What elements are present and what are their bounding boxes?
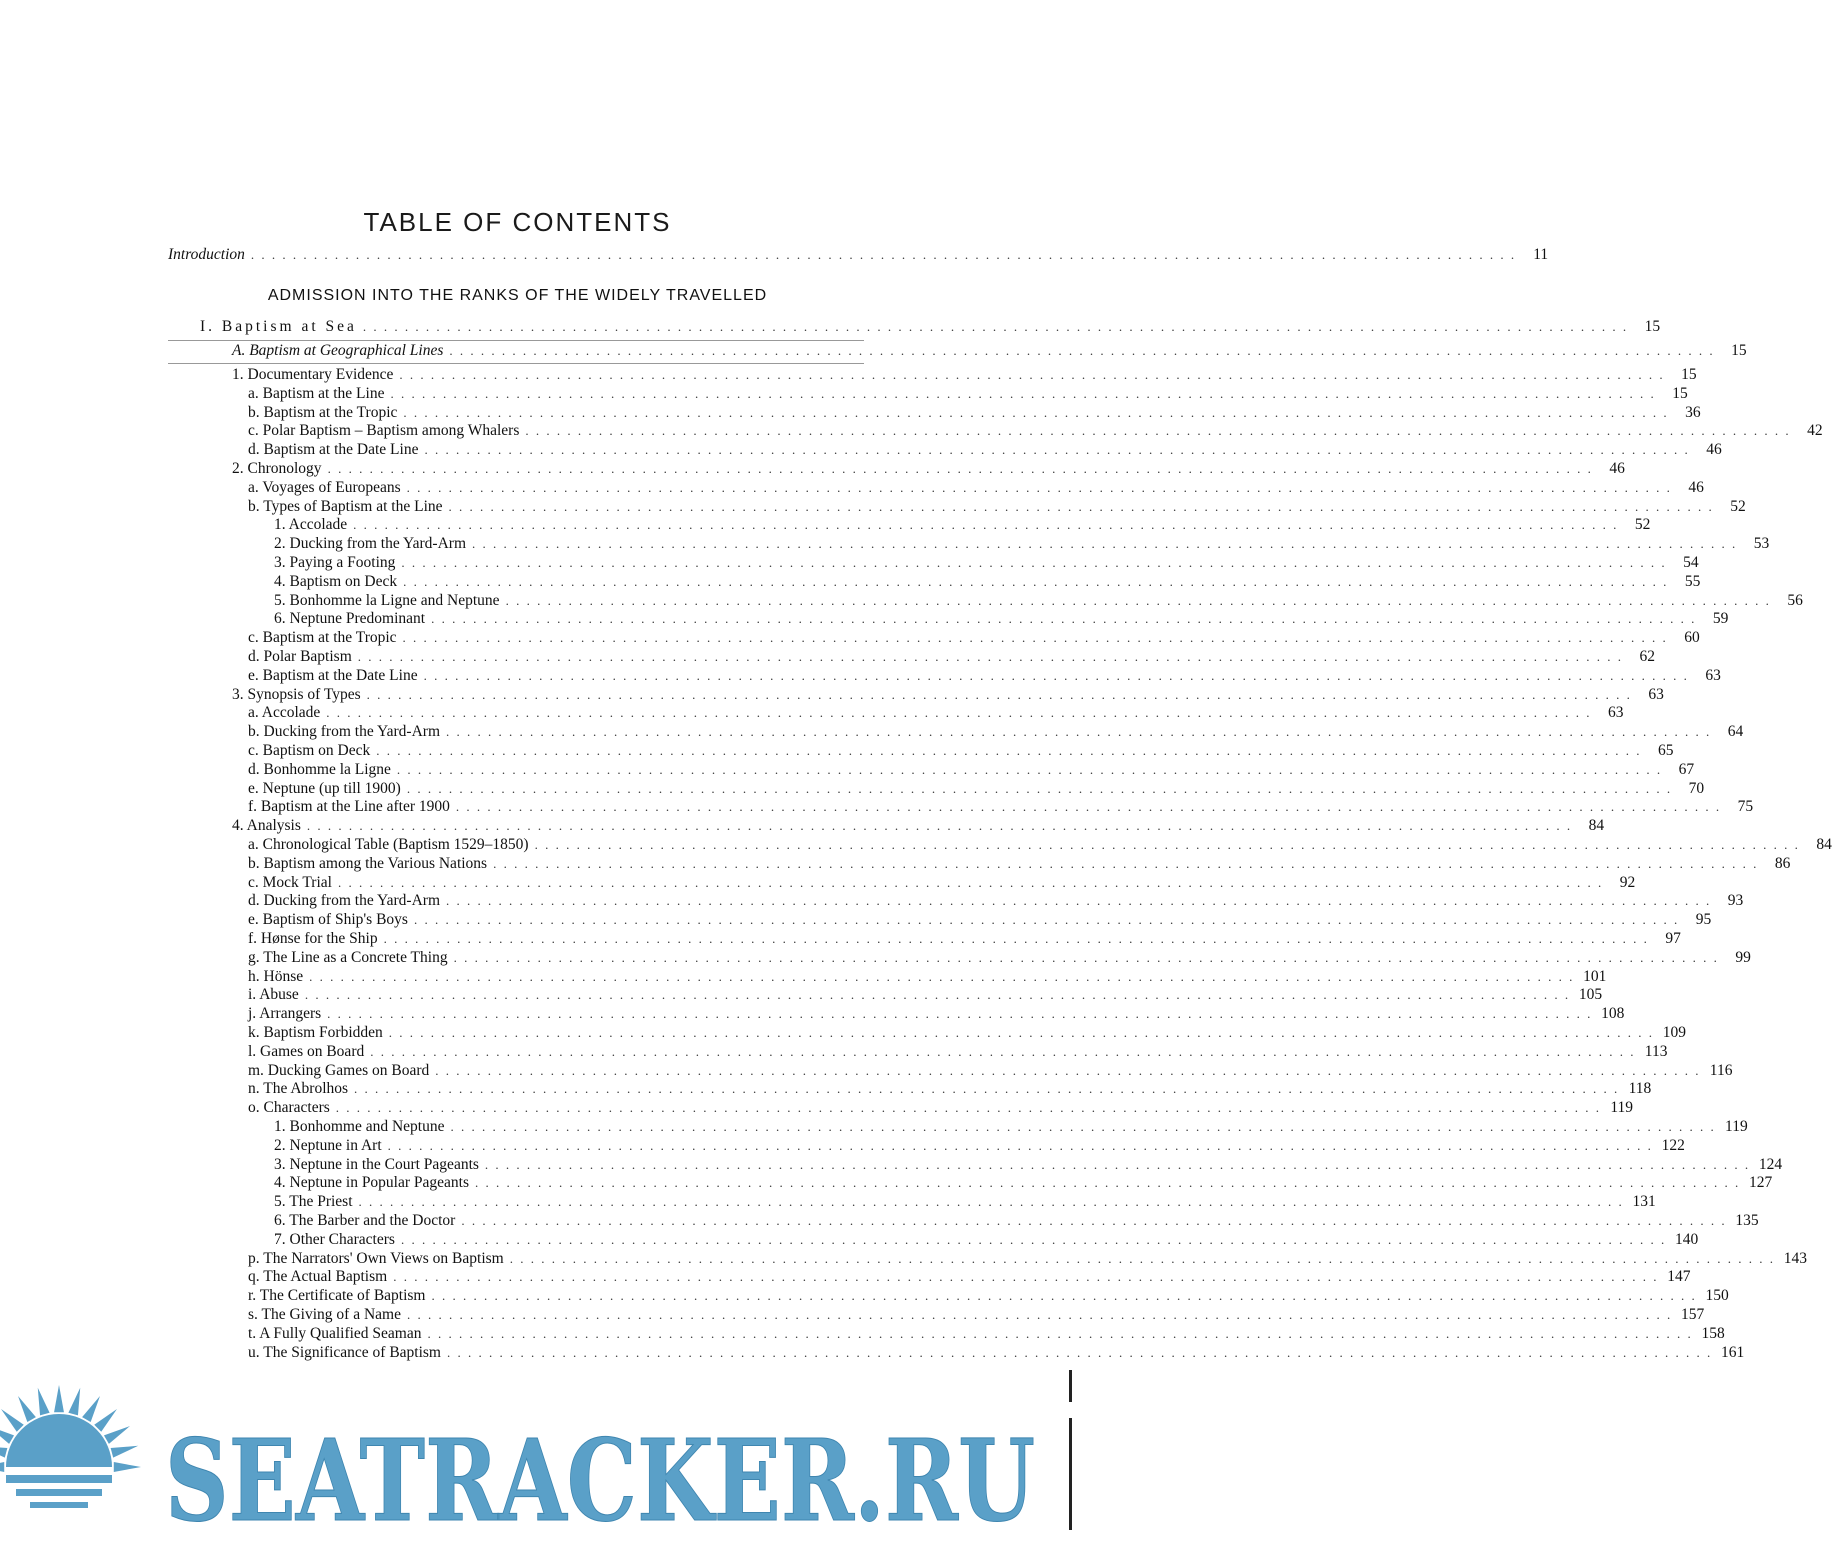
dot-leader xyxy=(472,534,1737,553)
toc-entry-page: 113 xyxy=(1644,1042,1668,1060)
toc-entry-label: 4. Analysis xyxy=(232,817,301,835)
toc-entry-page: 105 xyxy=(1578,986,1603,1004)
toc-entry-label: n. The Abrolhos xyxy=(248,1080,349,1098)
dot-leader xyxy=(449,497,1714,516)
toc-entry[interactable] xyxy=(248,628,1700,647)
toc-entry-label: b. Ducking from the Yard-Arm xyxy=(248,723,441,741)
toc-entry-label: l. Games on Board xyxy=(248,1042,365,1060)
toc-entry-label: 2. Ducking from the Yard-Arm xyxy=(274,535,467,553)
toc-entry[interactable] xyxy=(248,948,1751,967)
dot-leader xyxy=(485,1155,1750,1174)
dot-leader xyxy=(454,948,1719,967)
toc-entry-label: a. Voyages of Europeans xyxy=(248,478,401,496)
dot-leader xyxy=(401,1230,1666,1249)
toc-entry-page: 56 xyxy=(1787,591,1803,609)
toc-entry-label: r. The Certificate of Baptism xyxy=(248,1287,426,1305)
toc-entry[interactable] xyxy=(232,459,1625,478)
dot-leader xyxy=(428,1324,1693,1343)
dot-leader xyxy=(510,1249,1775,1268)
toc-entry-label: 2. Chronology xyxy=(232,460,322,477)
toc-entry-label: c. Baptism on Deck xyxy=(248,742,371,759)
dot-leader xyxy=(363,317,1628,336)
toc-entry-label: d. Polar Baptism xyxy=(248,648,352,665)
dot-leader xyxy=(424,666,1689,685)
toc-entry[interactable] xyxy=(248,854,1791,873)
toc-entry-page: 147 xyxy=(1667,1268,1691,1286)
toc-entry[interactable] xyxy=(274,515,1651,534)
dot-leader xyxy=(384,929,1649,948)
sun-ray xyxy=(38,1388,50,1416)
toc-entry-label: c. Baptism at the Tropic xyxy=(248,629,397,647)
dot-leader xyxy=(446,722,1711,741)
toc-entry[interactable] xyxy=(248,760,1695,779)
dot-leader xyxy=(359,1192,1624,1211)
toc-entry[interactable] xyxy=(274,609,1729,628)
toc-entry-page: 65 xyxy=(1658,742,1674,759)
toc-entry-page: 15 xyxy=(1731,342,1747,359)
dot-leader xyxy=(525,421,1790,440)
toc-entry-label: i. Abuse xyxy=(248,986,299,1004)
toc-entry[interactable] xyxy=(274,553,1699,572)
dot-leader xyxy=(397,760,1662,779)
toc-entry-page: 93 xyxy=(1727,892,1744,910)
toc-entry[interactable] xyxy=(274,1192,1656,1211)
dot-leader xyxy=(424,440,1689,459)
dot-leader xyxy=(358,647,1623,666)
toc-entry[interactable] xyxy=(248,1079,1652,1098)
toc-entry[interactable] xyxy=(274,572,1701,591)
toc-entry-page: 95 xyxy=(1695,911,1712,929)
dot-leader xyxy=(326,703,1591,722)
toc-entry[interactable] xyxy=(248,666,1721,685)
toc-entry-page: 53 xyxy=(1753,535,1770,553)
toc-entry-label: d. Ducking from the Yard-Arm xyxy=(248,892,441,910)
dot-leader xyxy=(447,1343,1712,1362)
toc-entry[interactable] xyxy=(248,1343,1745,1362)
toc-entry-introduction[interactable] xyxy=(168,245,1549,264)
dot-leader xyxy=(449,341,1714,360)
toc-entry-label: 7. Other Characters xyxy=(274,1230,395,1248)
page-title: TABLE OF CONTENTS xyxy=(363,207,672,238)
toc-entry[interactable] xyxy=(248,985,1603,1004)
toc-entry[interactable] xyxy=(248,1324,1725,1343)
toc-entry[interactable] xyxy=(274,1230,1699,1249)
dot-leader xyxy=(309,967,1574,986)
dot-leader xyxy=(307,816,1572,835)
toc-entry-label: 3. Paying a Footing xyxy=(274,554,396,571)
toc-entry-page: 62 xyxy=(1639,648,1656,665)
dot-leader xyxy=(403,403,1668,422)
toc-entry-page: 15 xyxy=(1672,384,1688,402)
dot-leader xyxy=(370,1042,1635,1061)
dot-leader xyxy=(328,459,1593,478)
divider xyxy=(168,363,864,364)
toc-entry-page: 46 xyxy=(1609,460,1625,477)
sun-ray xyxy=(0,1462,4,1472)
toc-entry-page: 119 xyxy=(1610,1099,1634,1117)
toc-entry-label: p. The Narrators' Own Views on Baptism xyxy=(248,1249,504,1267)
toc-entry-label: g. The Line as a Concrete Thing xyxy=(248,948,448,966)
toc-entry-page: 67 xyxy=(1678,760,1695,778)
sun-ray xyxy=(54,1385,64,1412)
toc-entry-label: q. The Actual Baptism xyxy=(248,1268,388,1286)
dot-leader xyxy=(399,365,1664,384)
dot-leader xyxy=(535,835,1800,854)
toc-entry[interactable] xyxy=(248,910,1712,929)
toc-entry-label: a. Chronological Table (Baptism 1529–1850) xyxy=(248,836,529,853)
toc-entry-label: c. Mock Trial xyxy=(248,873,332,891)
toc-entry[interactable] xyxy=(248,929,1681,948)
dot-leader xyxy=(353,515,1618,534)
toc-entry-label: b. Baptism among the Various Nations xyxy=(248,854,488,872)
toc-entry-page: 97 xyxy=(1665,930,1681,947)
toc-entry[interactable] xyxy=(248,1249,1807,1268)
toc-entry[interactable] xyxy=(248,835,1832,854)
toc-entry-page: 60 xyxy=(1684,629,1700,647)
toc-entry-label: 5. Bonhomme la Ligne and Neptune xyxy=(274,591,500,609)
toc-entry-label: a. Baptism at the Line xyxy=(248,384,385,402)
watermark xyxy=(0,1385,1080,1541)
toc-entry[interactable] xyxy=(248,478,1704,497)
toc-entry[interactable] xyxy=(248,722,1744,741)
toc-entry-page: 116 xyxy=(1709,1061,1733,1079)
toc-entry-page: 158 xyxy=(1701,1324,1725,1342)
toc-entry-label: o. Characters xyxy=(248,1099,330,1117)
dot-leader xyxy=(435,1061,1700,1080)
sun-ray xyxy=(1,1409,24,1432)
toc-entry-page: 63 xyxy=(1608,704,1624,722)
dot-leader xyxy=(432,1286,1697,1305)
toc-entry[interactable] xyxy=(248,873,1636,892)
toc-entry-page: 108 xyxy=(1601,1005,1625,1023)
toc-entry[interactable] xyxy=(232,816,1605,835)
toc-entry-label: u. The Significance of Baptism xyxy=(248,1343,441,1361)
dot-leader xyxy=(354,1079,1619,1098)
toc-entry[interactable] xyxy=(274,1117,1748,1136)
dot-leader xyxy=(390,384,1655,403)
toc-entry-page: 84 xyxy=(1816,836,1832,853)
toc-entry[interactable] xyxy=(248,1098,1634,1117)
toc-entry-label: b. Baptism at the Tropic xyxy=(248,403,398,421)
sun-ray xyxy=(18,1396,36,1422)
dot-leader xyxy=(305,985,1570,1004)
dot-leader xyxy=(475,1173,1740,1192)
dot-leader xyxy=(431,609,1696,628)
toc-entry-label: 3. Neptune in the Court Pageants xyxy=(274,1155,479,1173)
watermark-text: SEATRACKER.RU xyxy=(165,1416,1035,1541)
toc-entry-label: b. Types of Baptism at the Line xyxy=(248,497,443,515)
toc-entry-page: 122 xyxy=(1661,1136,1685,1154)
toc-entry[interactable] xyxy=(248,891,1744,910)
toc-entry-label: f. Hønse for the Ship xyxy=(248,930,378,947)
toc-entry-page: 15 xyxy=(1681,366,1697,383)
toc-entry-page: 161 xyxy=(1721,1343,1745,1361)
toc-entry[interactable] xyxy=(248,967,1607,986)
toc-entry-page: 59 xyxy=(1712,610,1729,628)
dot-leader xyxy=(376,741,1641,760)
toc-entry-label: 1. Accolade xyxy=(274,516,348,534)
dot-leader xyxy=(407,779,1672,798)
toc-entry-label: e. Baptism of Ship's Boys xyxy=(248,911,408,929)
toc-entry-label: 1. Documentary Evidence xyxy=(232,366,394,383)
toc-entry-label: A. Baptism at Geographical Lines xyxy=(232,342,444,359)
toc-entry-label: m. Ducking Games on Board xyxy=(248,1061,430,1079)
toc-entry-label: 2. Neptune in Art xyxy=(274,1136,382,1154)
toc-entry-page: 131 xyxy=(1632,1193,1656,1211)
toc-entry-page: 143 xyxy=(1783,1249,1807,1267)
dot-leader xyxy=(401,553,1666,572)
toc-entry[interactable] xyxy=(200,317,1661,336)
toc-entry-page: 55 xyxy=(1684,572,1701,590)
toc-entry-page: 52 xyxy=(1730,497,1746,515)
toc-entry[interactable] xyxy=(248,1267,1691,1286)
toc-entry-label: c. Polar Baptism – Baptism among Whalers xyxy=(248,422,520,440)
toc-entry-page: 92 xyxy=(1619,873,1636,891)
toc-entry-label: e. Baptism at the Date Line xyxy=(248,666,418,684)
toc-entry-page: 52 xyxy=(1634,516,1651,534)
toc-entry-page: 140 xyxy=(1674,1230,1699,1248)
toc-entry-label: k. Baptism Forbidden xyxy=(248,1024,383,1041)
toc-entry-label: f. Baptism at the Line after 1900 xyxy=(248,798,450,816)
toc-entry-page: 75 xyxy=(1737,798,1754,816)
toc-entry[interactable] xyxy=(248,403,1701,422)
scan-artifact xyxy=(1069,1370,1072,1530)
toc-entry[interactable] xyxy=(248,703,1624,722)
toc-entry-page: 46 xyxy=(1706,441,1722,459)
toc-entry-page: 46 xyxy=(1688,478,1704,496)
sun-ray xyxy=(68,1388,80,1416)
toc-entry[interactable] xyxy=(248,440,1722,459)
toc-entry-label: 5. The Priest xyxy=(274,1193,353,1211)
toc-entry-page: 84 xyxy=(1588,817,1605,835)
toc-entry[interactable] xyxy=(232,685,1664,704)
toc-entry-page: 119 xyxy=(1725,1118,1748,1135)
toc-entry-page: 63 xyxy=(1648,685,1664,703)
dot-leader xyxy=(446,891,1711,910)
sun-ray xyxy=(111,1446,139,1458)
toc-entry[interactable] xyxy=(248,779,1705,798)
dot-leader xyxy=(403,572,1668,591)
dot-leader xyxy=(389,1023,1654,1042)
toc-entry-label: 3. Synopsis of Types xyxy=(232,685,361,703)
toc-entry-label: 1. Bonhomme and Neptune xyxy=(274,1118,445,1135)
toc-entry-page: 15 xyxy=(1644,318,1661,335)
toc-entry-label: 4. Neptune in Popular Pageants xyxy=(274,1174,470,1192)
toc-entry[interactable] xyxy=(232,365,1697,384)
toc-entry[interactable] xyxy=(248,421,1823,440)
toc-entry-page: 135 xyxy=(1735,1212,1759,1229)
toc-entry-page: 101 xyxy=(1583,967,1607,985)
dot-leader xyxy=(251,245,1516,264)
sun-ray xyxy=(0,1426,14,1444)
toc-entry-page: 109 xyxy=(1662,1024,1687,1041)
toc-entry-label: t. A Fully Qualified Seaman xyxy=(248,1324,422,1342)
toc-entry[interactable] xyxy=(248,1286,1729,1305)
toc-entry[interactable] xyxy=(248,1305,1705,1324)
part-heading: ADMISSION INTO THE RANKS OF THE WIDELY TRAVELLED xyxy=(267,287,768,304)
toc-entry[interactable] xyxy=(248,647,1656,666)
toc-entry[interactable] xyxy=(248,741,1674,760)
toc-entry-label: d. Baptism at the Date Line xyxy=(248,441,419,459)
toc-entry-label: j. Arrangers xyxy=(248,1005,322,1023)
sun-ray xyxy=(94,1409,117,1432)
sun-ray xyxy=(0,1446,7,1458)
toc-entry-page: 70 xyxy=(1688,779,1705,797)
toc-entry-label: 4. Baptism on Deck xyxy=(274,572,398,590)
toc-entry-page: 36 xyxy=(1685,403,1701,421)
toc-entry-label: d. Bonhomme la Ligne xyxy=(248,760,391,778)
toc-entry[interactable] xyxy=(274,591,1803,610)
toc-entry[interactable] xyxy=(274,534,1770,553)
dot-leader xyxy=(414,910,1679,929)
toc-entry-page: 63 xyxy=(1705,666,1721,684)
toc-entry-label: h. Hönse xyxy=(248,967,304,985)
toc-entry-page: 11 xyxy=(1533,246,1549,263)
dot-leader xyxy=(338,873,1603,892)
toc-entry-label: a. Accolade xyxy=(248,704,321,722)
dot-leader xyxy=(407,1305,1672,1324)
toc-entry[interactable] xyxy=(248,1023,1687,1042)
sun-ray xyxy=(114,1462,141,1472)
toc-entry[interactable] xyxy=(248,384,1688,403)
sun-ray xyxy=(104,1426,130,1444)
toc-entry-page: 99 xyxy=(1735,948,1751,966)
dot-leader xyxy=(456,797,1721,816)
toc-entry[interactable] xyxy=(274,1211,1759,1230)
toc-entry-page: 124 xyxy=(1758,1155,1783,1173)
dot-leader xyxy=(403,628,1668,647)
toc-entry[interactable] xyxy=(248,1061,1733,1080)
toc-entry-page: 54 xyxy=(1683,554,1699,571)
toc-entry-page: 64 xyxy=(1727,723,1744,741)
toc-entry[interactable] xyxy=(248,797,1754,816)
toc-entry-page: 42 xyxy=(1807,422,1823,440)
toc-entry[interactable] xyxy=(232,341,1747,360)
dot-leader xyxy=(393,1267,1658,1286)
dot-leader xyxy=(336,1098,1601,1117)
toc-entry-page: 86 xyxy=(1774,854,1791,872)
dot-leader xyxy=(388,1136,1653,1155)
toc-entry[interactable] xyxy=(274,1155,1783,1174)
dot-leader xyxy=(461,1211,1726,1230)
toc-entry-label: e. Neptune (up till 1900) xyxy=(248,779,401,797)
toc-entry[interactable] xyxy=(274,1136,1685,1155)
dot-leader xyxy=(493,854,1758,873)
toc-entry-label: s. The Giving of a Name xyxy=(248,1306,401,1323)
sun-logo-icon xyxy=(0,1385,141,1508)
sun-ray xyxy=(82,1396,100,1422)
toc-entry-page: 157 xyxy=(1680,1306,1705,1323)
dot-leader xyxy=(327,1004,1592,1023)
toc-entry[interactable] xyxy=(248,497,1746,516)
toc-entry-label: I. Baptism at Sea xyxy=(200,318,357,335)
toc-entry-label: 6. The Barber and the Doctor xyxy=(274,1212,456,1229)
dot-leader xyxy=(450,1117,1715,1136)
toc-entry[interactable] xyxy=(248,1042,1668,1061)
dot-leader xyxy=(506,591,1771,610)
toc-entry-page: 118 xyxy=(1628,1080,1652,1098)
toc-entry-page: 150 xyxy=(1705,1287,1729,1305)
toc-entry[interactable] xyxy=(274,1173,1773,1192)
toc-entry[interactable] xyxy=(248,1004,1625,1023)
toc-entry-label: 6. Neptune Predominant xyxy=(274,610,426,628)
dot-leader xyxy=(367,685,1632,704)
dot-leader xyxy=(407,478,1672,497)
toc-entry-page: 127 xyxy=(1749,1174,1773,1192)
toc-entry-label: Introduction xyxy=(168,246,245,263)
